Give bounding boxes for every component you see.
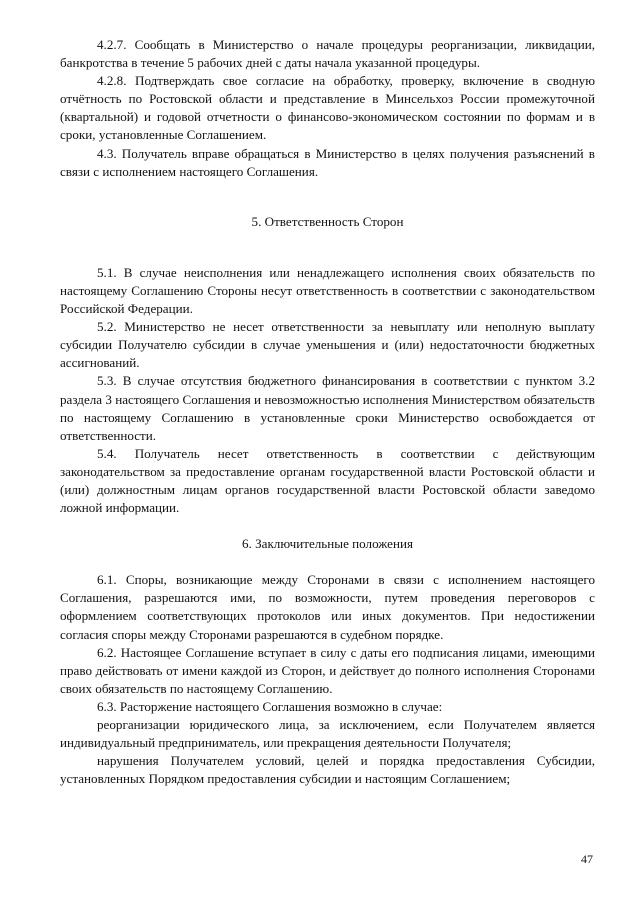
paragraph-6-3: 6.3. Расторжение настоящего Соглашения возможно в случае: — [97, 698, 443, 714]
paragraph-6-2: 6.2. Настоящее Соглашение вступает в силу с даты его подписания лицами, имеющими право действовать от имени каждой из Сторон, и действует до полного исполнения Сторонами своих обязательств по настоящему Соглашению. — [60, 644, 595, 696]
section-5-title: 5. Ответственность Сторон — [251, 213, 404, 229]
paragraph-6-3-item-1: реорганизации юридического лица, за исключением, если Получателем является индивидуальный предприниматель, или прекращения деятельности Получателя; — [60, 717, 595, 751]
document-page — [60, 36, 595, 788]
paragraph-6-1: 6.1. Споры, возникающие между Сторонами в связи с исполнением настоящего Соглашения, разрешаются ими, по возможности, путем проведения переговоров с оформлением соответствующих протоколов или иных документов. При недостижении согласия споры между Сторонами разрешаются в судебном порядке. — [60, 572, 595, 642]
paragraph-5-3: 5.3. В случае отсутствия бюджетного финансирования в соответствии с пунктом 3.2 раздела 3 настоящего Соглашения и невозможностью исполнения Министерством обязательств по настоящему Соглашению в установленные сроки Министерство освобождается от ответственности. — [60, 373, 595, 443]
paragraph-4-2-8: 4.2.8. Подтверждать свое согласие на обработку, проверку, включение в сводную отчётность по Ростовской области и представление в Минсельхоз России промежуточной (квартальной) и годовой отчетности о финансово-экономическом состоянии по формам и в сроки, установленные Соглашением. — [60, 73, 595, 143]
page-number: 47 — [581, 852, 593, 866]
section-6-title: 6. Заключительные положения — [241, 536, 414, 552]
paragraph-4-3: 4.3. Получатель вправе обращаться в Министерство в целях получения разъяснений в связи с исполнением настоящего Соглашения. — [60, 145, 595, 179]
paragraph-6-3-item-2: нарушения Получателем условий, целей и порядка предоставления Субсидии, установленных Порядком предоставления субсидии и настоящим Соглашением; — [60, 753, 595, 787]
paragraph-5-4: 5.4. Получатель несет ответственность в соответствии с действующим законодательством за предоставление органам государственной власти Ростовской области и (или) должностным лицам органов государственной власти Ростовской области заведомо ложной информации. — [60, 445, 595, 516]
paragraph-5-1: 5.1. В случае неисполнения или ненадлежащего исполнения своих обязательств по настоящему Соглашению Стороны несут ответственность в соответствии с законодательством Российской Федерации. — [60, 264, 595, 317]
paragraph-4-2-7: 4.2.7. Сообщать в Министерство о начале процедуры реорганизации, ликвидации, банкротства в течение 5 рабочих дней с даты начала указанной процедуры. — [60, 37, 595, 71]
paragraph-5-2: 5.2. Министерство не несет ответственности за невыплату или неполную выплату субсидии Получателю субсидии в случае уменьшения и (или) недостаточности бюджетных ассигнований. — [60, 319, 595, 371]
